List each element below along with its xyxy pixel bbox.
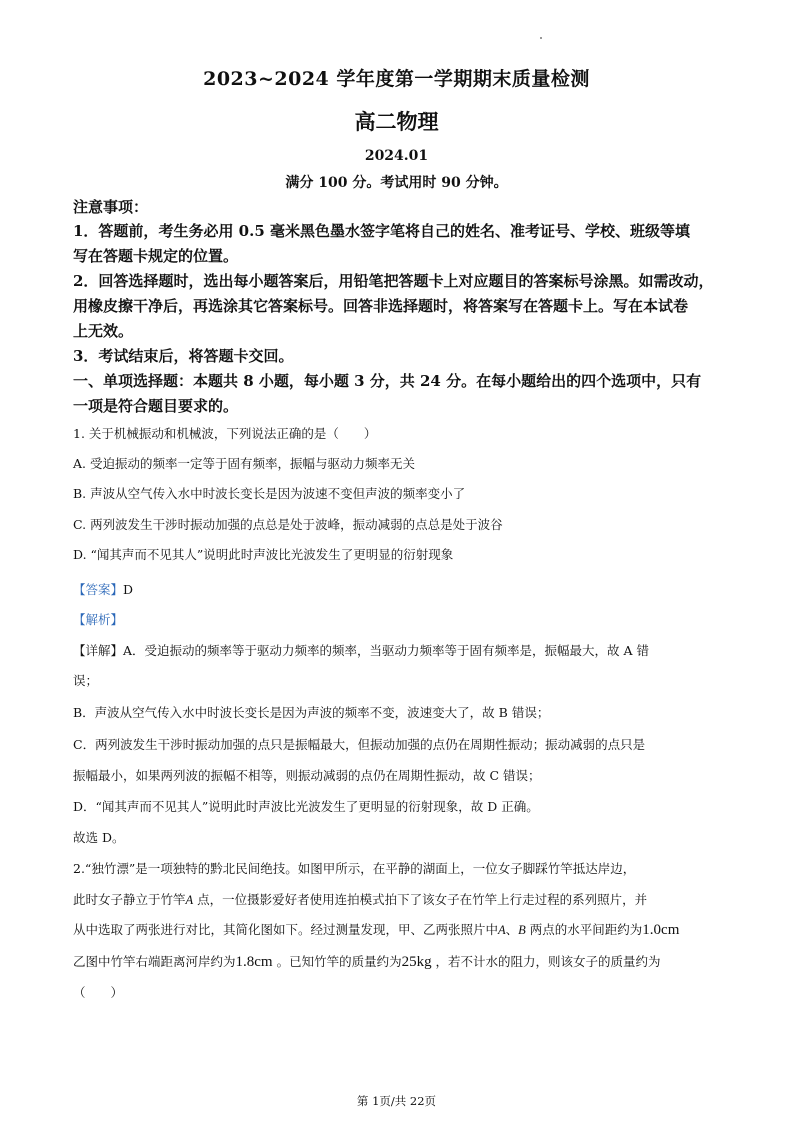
q1-answer: [73, 580, 133, 598]
distance-1: 1.0cm: [642, 922, 680, 938]
q2-line-4-b: 。已知竹竿的质量约为: [272, 954, 402, 969]
answer-tag: 【答案】: [73, 582, 124, 597]
q1-stem: 1. 关于机械振动和机械波，下列说法正确的是（ ）: [73, 426, 377, 441]
q2-line-4-a: 乙图中竹竿右端距离河岸约为: [73, 954, 236, 969]
q1-option-a: A. 受迫振动的频率一定等于固有频率，振幅与驱动力频率无关: [73, 456, 415, 471]
notes-heading: 注意事项：: [73, 198, 149, 216]
q1-option-b: B. 声波从空气传入水中时波长变长是因为波速不变但声波的频率变小了: [73, 486, 466, 501]
note-3: 3．考试结束后，将答题卡交回。: [73, 347, 294, 365]
corner-dot: [540, 37, 542, 39]
point-a-label: A: [185, 893, 194, 907]
distance-2: 1.8cm: [235, 954, 273, 970]
q1-detail-line-4: C．两列波发生干涉时振动加强的点只是振幅最大，但振动加强的点仍在周期性振动；振动减弱的点只是: [73, 737, 646, 752]
q2-line-2: [73, 890, 647, 908]
q2-line-1: 2.“独竹漂”是一项独特的黔北民间绝技。如图甲所示，在平静的湖面上，一位女子脚踩竹竿抵达岸边，: [73, 861, 636, 876]
note-2-line-1: 2．回答选择题时，选出每小题答案后，用铅笔把答题卡上对应题目的答案标号涂黑。如需改动，: [73, 272, 714, 290]
bamboo-mass: 25kg: [401, 954, 432, 970]
q2-line-2-b: 点，一位摄影爱好者使用连拍模式拍下了该女子在竹竿上行走过程的系列照片，并: [193, 892, 648, 907]
q2-line-3-a: 从中选取了两张进行对比，其简化图如下。经过测量发现，甲、乙两张照片中: [73, 922, 499, 937]
q2-line-3: [73, 920, 679, 939]
note-1-line-1: 1．答题前，考生务必用 0.5 毫米黑色墨水签字笔将自己的姓名、准考证号、学校、班级等填: [73, 222, 690, 240]
q1-conclusion: 故选 D。: [73, 830, 125, 845]
q1-detail-line-3: B．声波从空气传入水中时波长变长是因为声波的频率不变，波速变大了，故 B 错误；: [73, 705, 550, 720]
note-1-line-2: 写在答题卡规定的位置。: [73, 247, 239, 265]
exam-title: 2023~2024 学年度第一学期期末质量检测: [203, 68, 590, 90]
q2-line-4: [73, 952, 661, 971]
note-2-line-2: 用橡皮擦干净后，再选涂其它答案标号。回答非选择题时，将答案写在答题卡上。写在本试卷: [73, 297, 689, 315]
q2-line-2-a: 此时女子静立于竹竿: [73, 892, 186, 907]
score-info: 满分 100 分。考试用时 90 分钟。: [285, 175, 508, 191]
q1-detail-line-5: 振幅最小，如果两列波的振幅不相等，则振动减弱的点仍在周期性振动，故 C 错误；: [73, 768, 541, 783]
q2-line-3-b: 两点的水平间距约为: [525, 922, 643, 937]
answer-value: D: [123, 582, 134, 597]
point-b-label: B: [518, 923, 526, 937]
q1-option-d: D. “闻其声而不见其人”说明此时声波比光波发生了更明显的衍射现象: [73, 547, 454, 562]
analysis-tag: 【解析】: [73, 612, 124, 627]
section-1-line-1: 一、单项选择题：本题共 8 小题，每小题 3 分，共 24 分。在每小题给出的四个选项中，只有: [73, 372, 702, 390]
subject-title: 高二物理: [354, 109, 439, 134]
q1-option-c: C. 两列波发生干涉时振动加强的点总是处于波峰，振动减弱的点总是处于波谷: [73, 517, 503, 532]
page-footer: 第 1页/共 22页: [356, 1094, 437, 1108]
q2-line-4-c: ，若不计水的阻力，则该女子的质量约为: [431, 954, 661, 969]
exam-date: 2024.01: [364, 148, 429, 164]
q1-detail-line-6: D．“闻其声而不见其人”说明此时声波比光波发生了更明显的衍射现象，故 D 正确。: [73, 799, 539, 814]
note-2-line-3: 上无效。: [73, 322, 134, 340]
q1-detail-line-2: 误；: [73, 673, 99, 688]
q2-line-3-sep: 、: [505, 922, 519, 937]
q1-detail-line-1: 【详解】A．受迫振动的频率等于驱动力频率的频率，当驱动力频率等于固有频率是，振幅最大，故 A 错: [73, 643, 650, 658]
section-1-line-2: 一项是符合题目要求的。: [73, 397, 239, 415]
point-a-label-2: A: [498, 923, 506, 937]
q2-answer-blank: （ ）: [73, 985, 124, 1000]
